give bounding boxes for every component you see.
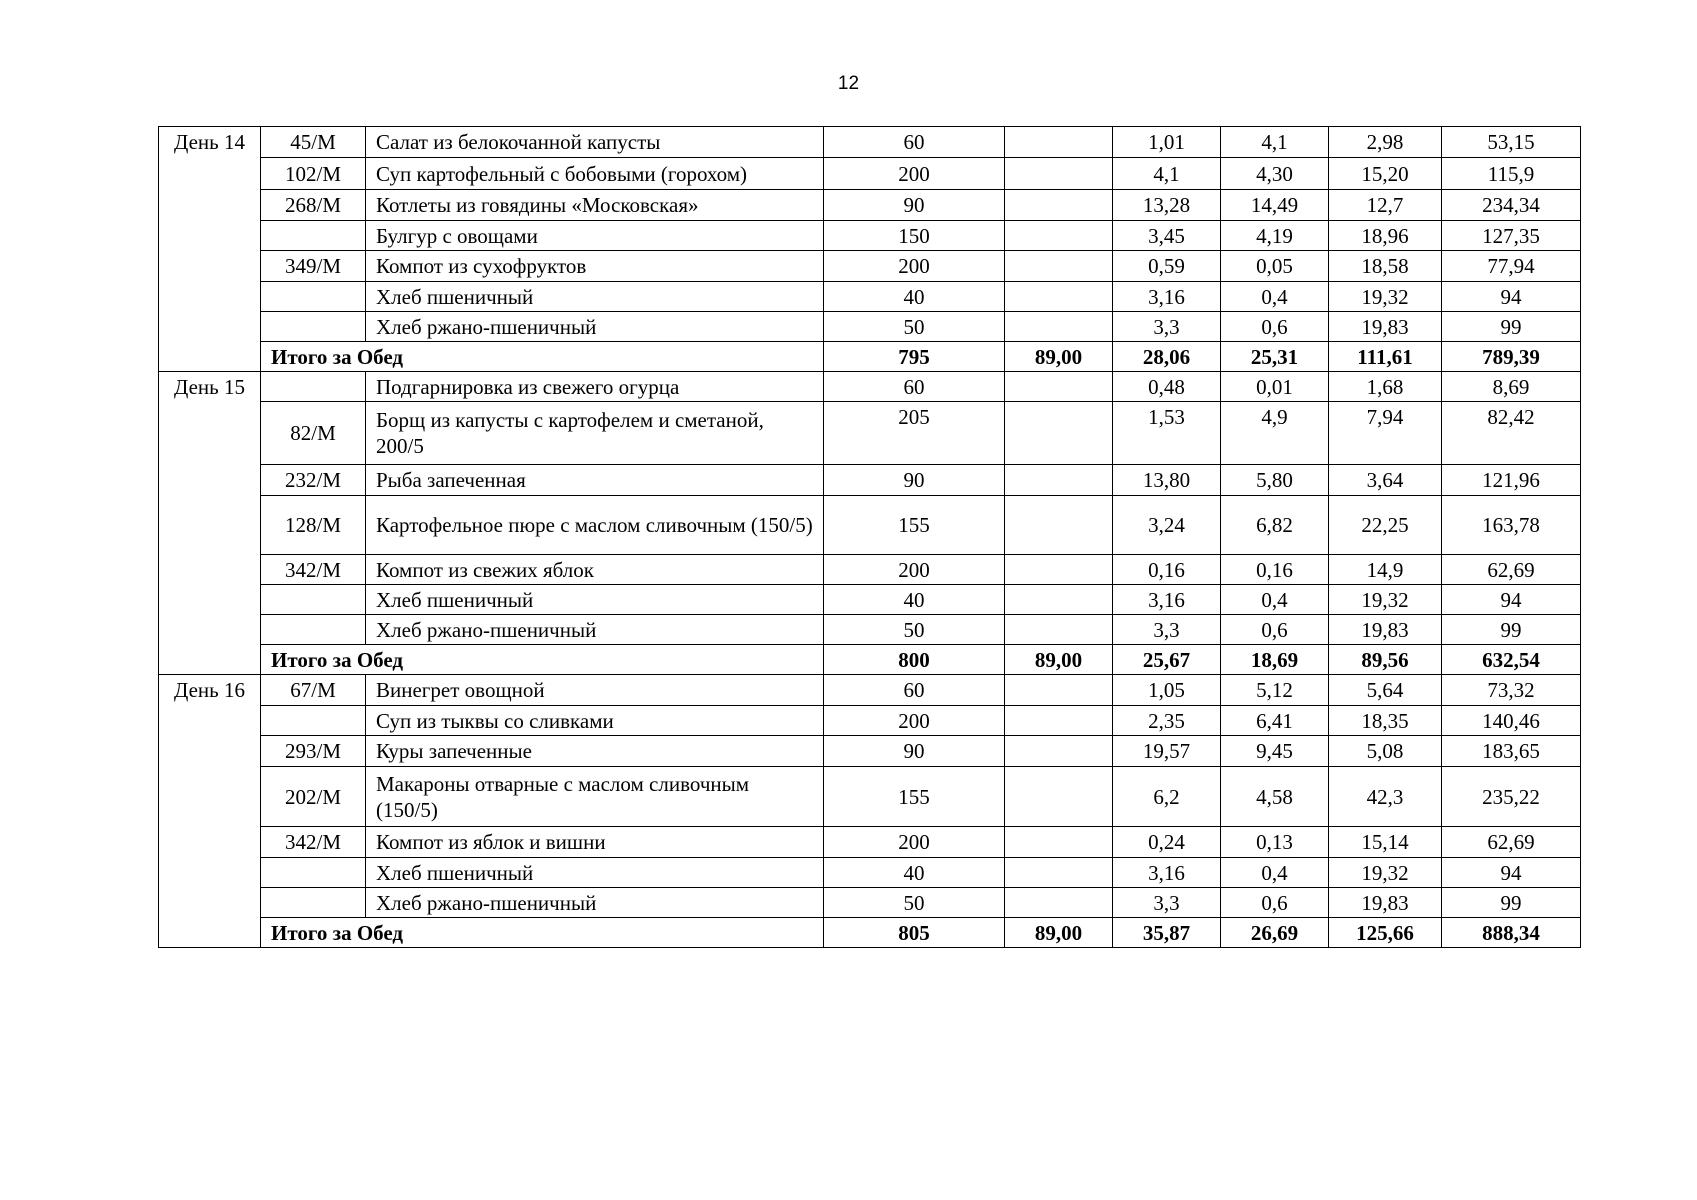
- recipe-number: 82/М: [261, 402, 366, 465]
- dish-name: Хлеб пшеничный: [366, 282, 824, 312]
- cell-price: [1005, 675, 1113, 706]
- dish-name: Макароны отварные с маслом сливочным (150/5): [366, 767, 824, 827]
- cell-price: [1005, 615, 1113, 645]
- cell-protein: 19,57: [1113, 736, 1221, 767]
- recipe-number: 293/М: [261, 736, 366, 767]
- dish-name: Котлеты из говядины «Московская»: [366, 190, 824, 221]
- total-fat: 26,69: [1221, 918, 1329, 948]
- cell-protein: 3,3: [1113, 312, 1221, 342]
- cell-carbs: 3,64: [1329, 465, 1442, 496]
- table-row: [159, 127, 1581, 158]
- menu-table-body: [159, 127, 1581, 948]
- table-row: [159, 858, 1581, 888]
- cell-fat: 4,1: [1221, 127, 1329, 158]
- menu-table: [158, 126, 1581, 948]
- recipe-number: 349/М: [261, 251, 366, 282]
- cell-protein: 13,80: [1113, 465, 1221, 496]
- cell-weight: 205: [824, 402, 1005, 465]
- cell-price: [1005, 767, 1113, 827]
- cell-fat: 9,45: [1221, 736, 1329, 767]
- cell-protein: 6,2: [1113, 767, 1221, 827]
- cell-carbs: 7,94: [1329, 402, 1442, 465]
- dish-name: Суп картофельный с бобовыми (горохом): [366, 158, 824, 190]
- cell-carbs: 19,32: [1329, 585, 1442, 615]
- cell-price: [1005, 312, 1113, 342]
- total-weight: 805: [824, 918, 1005, 948]
- cell-weight: 90: [824, 465, 1005, 496]
- cell-price: [1005, 372, 1113, 402]
- cell-carbs: 15,20: [1329, 158, 1442, 190]
- cell-fat: 6,41: [1221, 706, 1329, 736]
- table-row: [159, 312, 1581, 342]
- dish-name: Хлеб ржано-пшеничный: [366, 312, 824, 342]
- recipe-number: [261, 858, 366, 888]
- recipe-number: [261, 706, 366, 736]
- total-row: [159, 645, 1581, 675]
- dish-name: Хлеб пшеничный: [366, 858, 824, 888]
- cell-fat: 0,16: [1221, 555, 1329, 585]
- cell-energy: 99: [1442, 888, 1581, 918]
- cell-protein: 3,3: [1113, 888, 1221, 918]
- cell-energy: 94: [1442, 282, 1581, 312]
- cell-carbs: 22,25: [1329, 496, 1442, 555]
- total-label: Итого за Обед: [261, 645, 824, 675]
- cell-weight: 40: [824, 282, 1005, 312]
- cell-price: [1005, 158, 1113, 190]
- table-row: [159, 555, 1581, 585]
- recipe-number: 268/М: [261, 190, 366, 221]
- recipe-number: 232/М: [261, 465, 366, 496]
- total-price: 89,00: [1005, 645, 1113, 675]
- cell-energy: 99: [1442, 312, 1581, 342]
- total-label: Итого за Обед: [261, 918, 824, 948]
- cell-protein: 1,05: [1113, 675, 1221, 706]
- cell-energy: 127,35: [1442, 221, 1581, 251]
- cell-weight: 155: [824, 496, 1005, 555]
- cell-price: [1005, 127, 1113, 158]
- total-price: 89,00: [1005, 342, 1113, 372]
- table-row: [159, 767, 1581, 827]
- total-carbs: 111,61: [1329, 342, 1442, 372]
- recipe-number: 128/М: [261, 496, 366, 555]
- cell-fat: 0,6: [1221, 888, 1329, 918]
- table-row: [159, 282, 1581, 312]
- cell-carbs: 19,83: [1329, 888, 1442, 918]
- dish-name: Салат из белокочанной капусты: [366, 127, 824, 158]
- dish-name: Хлеб ржано-пшеничный: [366, 888, 824, 918]
- cell-fat: 4,9: [1221, 402, 1329, 465]
- dish-name: Компот из яблок и вишни: [366, 827, 824, 858]
- total-energy: 789,39: [1442, 342, 1581, 372]
- cell-fat: 0,05: [1221, 251, 1329, 282]
- table-row: [159, 888, 1581, 918]
- cell-weight: 40: [824, 858, 1005, 888]
- total-fat: 18,69: [1221, 645, 1329, 675]
- dish-name: Борщ из капусты с картофелем и сметаной, 200/5: [366, 402, 824, 465]
- cell-weight: 60: [824, 372, 1005, 402]
- cell-protein: 4,1: [1113, 158, 1221, 190]
- cell-carbs: 42,3: [1329, 767, 1442, 827]
- table-row: [159, 251, 1581, 282]
- cell-price: [1005, 706, 1113, 736]
- cell-fat: 0,4: [1221, 282, 1329, 312]
- recipe-number: [261, 615, 366, 645]
- total-weight: 800: [824, 645, 1005, 675]
- cell-protein: 3,3: [1113, 615, 1221, 645]
- dish-name: Хлеб пшеничный: [366, 585, 824, 615]
- dish-name: Булгур с овощами: [366, 221, 824, 251]
- dish-name: Подгарнировка из свежего огурца: [366, 372, 824, 402]
- cell-protein: 3,16: [1113, 282, 1221, 312]
- cell-price: [1005, 221, 1113, 251]
- total-row: [159, 342, 1581, 372]
- cell-energy: 82,42: [1442, 402, 1581, 465]
- cell-price: [1005, 585, 1113, 615]
- dish-name: Компот из сухофруктов: [366, 251, 824, 282]
- cell-weight: 150: [824, 221, 1005, 251]
- cell-protein: 1,01: [1113, 127, 1221, 158]
- total-protein: 35,87: [1113, 918, 1221, 948]
- cell-carbs: 5,08: [1329, 736, 1442, 767]
- cell-protein: 3,16: [1113, 585, 1221, 615]
- cell-fat: 14,49: [1221, 190, 1329, 221]
- cell-energy: 115,9: [1442, 158, 1581, 190]
- cell-carbs: 19,83: [1329, 615, 1442, 645]
- total-price: 89,00: [1005, 918, 1113, 948]
- cell-protein: 0,24: [1113, 827, 1221, 858]
- cell-price: [1005, 888, 1113, 918]
- cell-carbs: 12,7: [1329, 190, 1442, 221]
- recipe-number: [261, 372, 366, 402]
- total-carbs: 125,66: [1329, 918, 1442, 948]
- cell-energy: 121,96: [1442, 465, 1581, 496]
- cell-fat: 0,6: [1221, 615, 1329, 645]
- cell-price: [1005, 555, 1113, 585]
- total-row: [159, 918, 1581, 948]
- cell-price: [1005, 858, 1113, 888]
- cell-energy: 183,65: [1442, 736, 1581, 767]
- recipe-number: [261, 221, 366, 251]
- cell-protein: 3,16: [1113, 858, 1221, 888]
- cell-energy: 94: [1442, 858, 1581, 888]
- cell-price: [1005, 827, 1113, 858]
- cell-carbs: 5,64: [1329, 675, 1442, 706]
- day-label: День 16: [159, 675, 261, 948]
- table-row: [159, 585, 1581, 615]
- dish-name: Картофельное пюре с маслом сливочным (150/5): [366, 496, 824, 555]
- cell-price: [1005, 190, 1113, 221]
- recipe-number: 45/М: [261, 127, 366, 158]
- dish-name: Суп из тыквы со сливками: [366, 706, 824, 736]
- table-row: [159, 736, 1581, 767]
- dish-name: Куры запеченные: [366, 736, 824, 767]
- cell-fat: 5,80: [1221, 465, 1329, 496]
- cell-carbs: 2,98: [1329, 127, 1442, 158]
- cell-carbs: 18,58: [1329, 251, 1442, 282]
- cell-protein: 1,53: [1113, 402, 1221, 465]
- cell-energy: 73,32: [1442, 675, 1581, 706]
- cell-weight: 200: [824, 827, 1005, 858]
- cell-energy: 94: [1442, 585, 1581, 615]
- cell-protein: 3,45: [1113, 221, 1221, 251]
- dish-name: Рыба запеченная: [366, 465, 824, 496]
- total-energy: 888,34: [1442, 918, 1581, 948]
- recipe-number: 102/М: [261, 158, 366, 190]
- cell-price: [1005, 402, 1113, 465]
- table-row: [159, 372, 1581, 402]
- cell-weight: 60: [824, 675, 1005, 706]
- cell-energy: 53,15: [1442, 127, 1581, 158]
- cell-price: [1005, 465, 1113, 496]
- total-label: Итого за Обед: [261, 342, 824, 372]
- cell-protein: 3,24: [1113, 496, 1221, 555]
- cell-price: [1005, 736, 1113, 767]
- cell-protein: 2,35: [1113, 706, 1221, 736]
- cell-protein: 13,28: [1113, 190, 1221, 221]
- cell-carbs: 18,96: [1329, 221, 1442, 251]
- day-label: День 14: [159, 127, 261, 372]
- cell-weight: 90: [824, 736, 1005, 767]
- cell-carbs: 19,83: [1329, 312, 1442, 342]
- cell-weight: 50: [824, 312, 1005, 342]
- cell-weight: 50: [824, 615, 1005, 645]
- table-row: [159, 190, 1581, 221]
- cell-fat: 6,82: [1221, 496, 1329, 555]
- total-weight: 795: [824, 342, 1005, 372]
- cell-weight: 200: [824, 158, 1005, 190]
- cell-protein: 0,48: [1113, 372, 1221, 402]
- cell-protein: 0,16: [1113, 555, 1221, 585]
- cell-protein: 0,59: [1113, 251, 1221, 282]
- cell-energy: 8,69: [1442, 372, 1581, 402]
- cell-weight: 200: [824, 555, 1005, 585]
- cell-energy: 235,22: [1442, 767, 1581, 827]
- cell-fat: 0,6: [1221, 312, 1329, 342]
- cell-fat: 0,13: [1221, 827, 1329, 858]
- cell-fat: 4,30: [1221, 158, 1329, 190]
- cell-carbs: 19,32: [1329, 858, 1442, 888]
- recipe-number: [261, 888, 366, 918]
- cell-carbs: 1,68: [1329, 372, 1442, 402]
- recipe-number: [261, 585, 366, 615]
- recipe-number: 202/М: [261, 767, 366, 827]
- cell-price: [1005, 282, 1113, 312]
- cell-price: [1005, 496, 1113, 555]
- table-row: [159, 221, 1581, 251]
- dish-name: Компот из свежих яблок: [366, 555, 824, 585]
- cell-fat: 4,19: [1221, 221, 1329, 251]
- cell-energy: 77,94: [1442, 251, 1581, 282]
- table-row: [159, 675, 1581, 706]
- table-row: [159, 706, 1581, 736]
- total-energy: 632,54: [1442, 645, 1581, 675]
- day-label: День 15: [159, 372, 261, 675]
- recipe-number: [261, 312, 366, 342]
- cell-energy: 140,46: [1442, 706, 1581, 736]
- dish-name: Винегрет овощной: [366, 675, 824, 706]
- cell-weight: 90: [824, 190, 1005, 221]
- cell-energy: 99: [1442, 615, 1581, 645]
- recipe-number: 342/М: [261, 827, 366, 858]
- cell-energy: 163,78: [1442, 496, 1581, 555]
- cell-energy: 62,69: [1442, 555, 1581, 585]
- recipe-number: 342/М: [261, 555, 366, 585]
- total-protein: 25,67: [1113, 645, 1221, 675]
- cell-weight: 200: [824, 706, 1005, 736]
- cell-weight: 155: [824, 767, 1005, 827]
- cell-weight: 50: [824, 888, 1005, 918]
- cell-carbs: 15,14: [1329, 827, 1442, 858]
- table-row: [159, 496, 1581, 555]
- dish-name: Хлеб ржано-пшеничный: [366, 615, 824, 645]
- cell-carbs: 19,32: [1329, 282, 1442, 312]
- cell-fat: 4,58: [1221, 767, 1329, 827]
- table-row: [159, 158, 1581, 190]
- cell-weight: 200: [824, 251, 1005, 282]
- cell-fat: 0,4: [1221, 585, 1329, 615]
- cell-weight: 60: [824, 127, 1005, 158]
- table-row: [159, 465, 1581, 496]
- cell-carbs: 14,9: [1329, 555, 1442, 585]
- recipe-number: 67/М: [261, 675, 366, 706]
- table-row: [159, 827, 1581, 858]
- table-row: [159, 402, 1581, 465]
- total-protein: 28,06: [1113, 342, 1221, 372]
- cell-fat: 5,12: [1221, 675, 1329, 706]
- total-carbs: 89,56: [1329, 645, 1442, 675]
- total-fat: 25,31: [1221, 342, 1329, 372]
- cell-energy: 234,34: [1442, 190, 1581, 221]
- cell-carbs: 18,35: [1329, 706, 1442, 736]
- cell-weight: 40: [824, 585, 1005, 615]
- cell-price: [1005, 251, 1113, 282]
- cell-fat: 0,01: [1221, 372, 1329, 402]
- cell-fat: 0,4: [1221, 858, 1329, 888]
- cell-energy: 62,69: [1442, 827, 1581, 858]
- page-number: 12: [837, 73, 860, 94]
- recipe-number: [261, 282, 366, 312]
- table-row: [159, 615, 1581, 645]
